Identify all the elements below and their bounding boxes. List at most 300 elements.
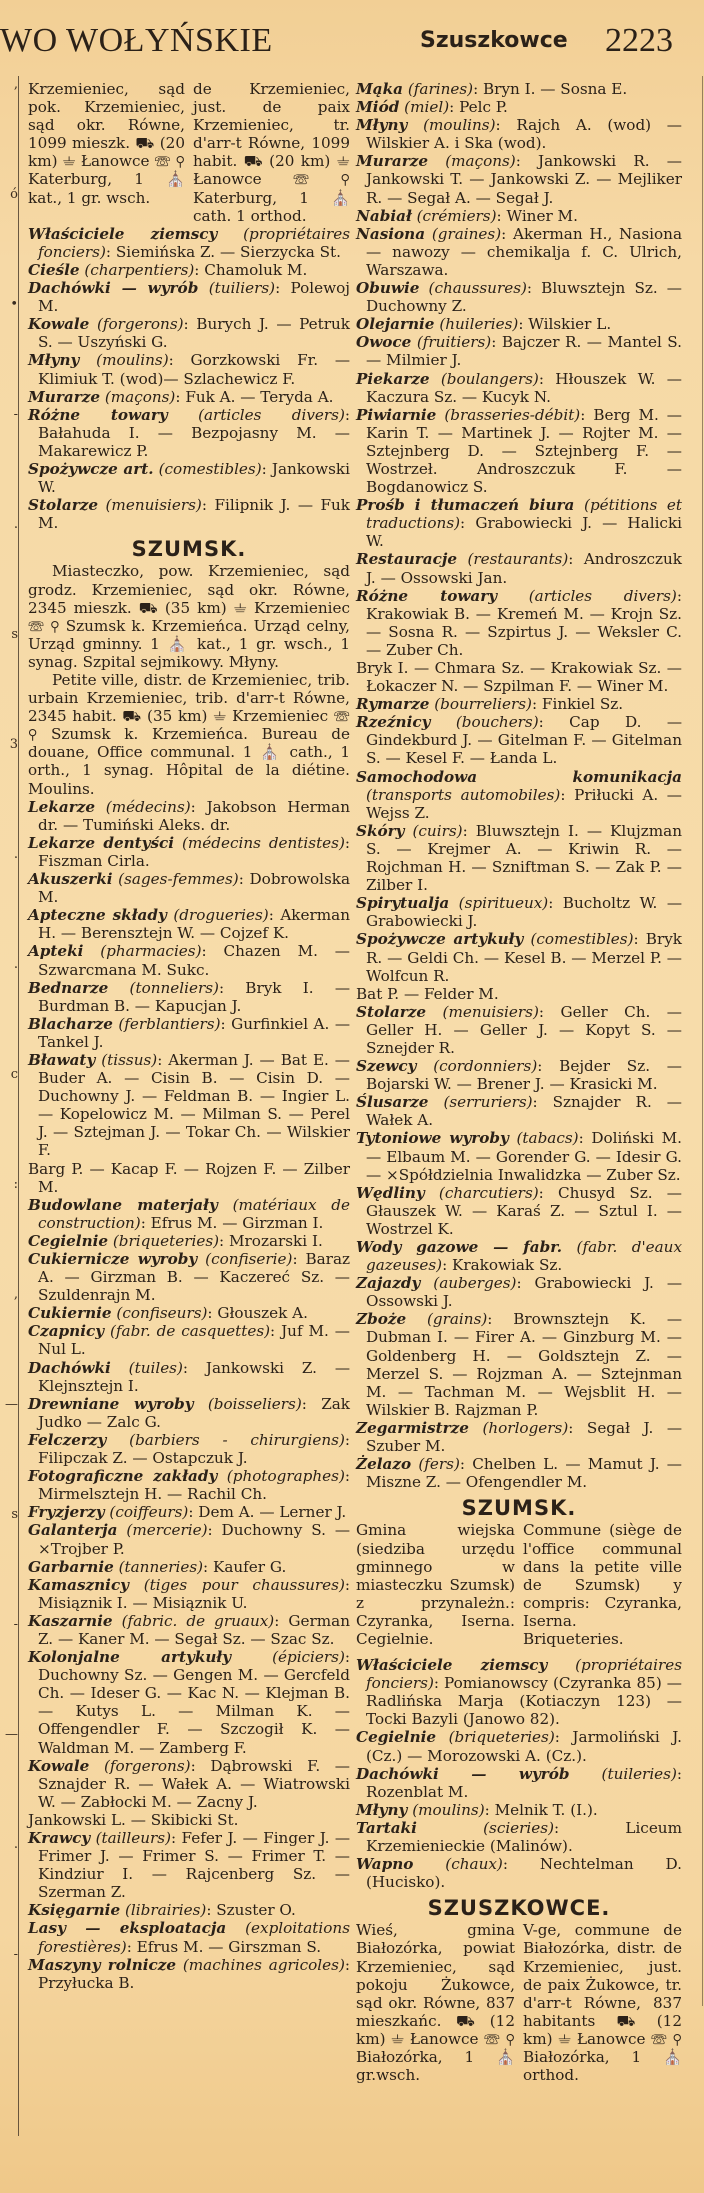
- trade-category-french: (confiseurs): [116, 1304, 208, 1323]
- trade-category: Owoce: [356, 333, 412, 352]
- business-names: : Liceum Krzemienieckie (Malinów).: [366, 1818, 682, 1855]
- business-names: : Bałahuda I. — Bezpojasny M. — Makarewicz P.: [38, 405, 350, 460]
- trade-category-french: (menuisiers): [105, 496, 202, 515]
- trade-category: Apteki: [28, 942, 84, 961]
- directory-entry: [356, 1238, 682, 1274]
- trade-category-french: (graines): [431, 224, 502, 243]
- directory-entry: [356, 985, 682, 1003]
- trade-category-french: (menuisiers): [442, 1002, 539, 1021]
- szumsk-description-french: Petite ville, distr. de Krzemieniec, trib. urbain Krzemieniec, trib. d'arr-t Równe, 2345 habit. ⛟ (35 km) ⏚ Krzemieniec ☏ ⚲ Szumsk k. Krzemieńca. Bureau de douane, Office communal. 1 ⛪ cath., 1 orth., 1 synag. Hôpital de la diétine. Moulins.: [28, 671, 350, 798]
- trade-category: Cukiernie: [28, 1304, 112, 1323]
- business-names: : Krakowiak B. — Kremeń M. — Krojn Sz. — Sosna R. — Szpirtus J. — Weksler C. — Zuber Ch.: [366, 586, 682, 659]
- trade-category: Zegarmistrze: [356, 1418, 469, 1437]
- business-names: : Akerman H. — Berensztejn W. — Cojzef K.: [38, 906, 350, 943]
- business-names: : Priłucki A. — Wejss Z.: [366, 785, 682, 822]
- business-names: : Głouszek A.: [207, 1304, 308, 1323]
- trade-category-french: (médecins): [105, 797, 191, 816]
- directory-entry: [28, 1956, 350, 1992]
- directory-entry: [28, 942, 350, 978]
- trade-category-french: (grains): [426, 1310, 488, 1329]
- directory-entry: [356, 1003, 682, 1057]
- edge-glyph: -: [13, 1947, 18, 1962]
- business-names: : Bryk R. — Geldi Ch. — Kesel B. — Merzel P. — Wolfcun R.: [366, 930, 683, 985]
- directory-entry: [356, 894, 682, 930]
- business-names: : Bluwsztejn I. — Klujzman S. — Krejmer A. — Kriwin R. — Rojchman H. — Szniftman S. — Zak P. — Zilber I.: [366, 821, 682, 895]
- business-names: Jankowski L. — Skibicki St.: [28, 1810, 239, 1829]
- trade-category-french: (fruitiers): [416, 333, 492, 352]
- directory-entry: [28, 460, 350, 496]
- trade-category: Wędliny: [356, 1183, 425, 1202]
- business-names: : Chusyd Sz. — Głauszek W. — Karaś Z. — Sztul I. — Wostrzel K.: [366, 1183, 682, 1238]
- edge-glyph: 3: [9, 737, 18, 752]
- directory-entry: [356, 1057, 682, 1093]
- right-column: [356, 80, 682, 2084]
- trade-category-french: (ferblantiers): [118, 1014, 221, 1033]
- directory-entry: [28, 1829, 350, 1901]
- business-names: : Efrus M. — Girszman S.: [126, 1937, 322, 1956]
- business-names: : Cap D. — Gindekburd J. — Gitelman F. — Gitelman S. — Kesel F. — Łanda L.: [366, 713, 683, 768]
- trade-category: Właściciele ziemscy: [28, 224, 218, 243]
- trade-category-french: (comestibles): [530, 930, 634, 949]
- trade-category-french: (mercerie): [126, 1521, 208, 1540]
- edge-glyph: .: [13, 957, 18, 972]
- trade-category: Fotograficzne zakłady: [28, 1467, 218, 1486]
- edge-glyph: s: [11, 1507, 18, 1522]
- trade-category: Kowale: [28, 1756, 90, 1775]
- trade-category: Rzeźnicy: [356, 713, 431, 732]
- directory-entry: [356, 1455, 682, 1491]
- directory-entry: [28, 261, 350, 279]
- business-names: : Rajch A. (wod) — Wilskier A. i Ska (wod).: [366, 116, 682, 153]
- page-number: 2223: [605, 22, 673, 59]
- trade-category-french: (fers): [418, 1455, 460, 1474]
- business-names: : Fuk A. — Teryda A.: [175, 387, 334, 406]
- business-names: : Winer M.: [496, 206, 578, 225]
- trade-category-french: (propriétaires fonciers): [38, 224, 350, 261]
- directory-entry: [356, 822, 682, 894]
- directory-entry: [356, 1801, 682, 1819]
- business-names: : Gurfinkiel A. — Tankel J.: [38, 1014, 351, 1051]
- trade-category-french: (tuiles): [128, 1358, 183, 1377]
- directory-entry: [28, 798, 350, 834]
- trade-category-french: (pétitions et traductions): [366, 496, 683, 533]
- business-names: : Bejder Sz. — Bojarski W. — Brener J. — Krasicki M.: [366, 1057, 682, 1094]
- trade-category: Piwiarnie: [356, 405, 437, 424]
- business-names: : Pomianowscy (Czyranka 85) — Radlińska Marja (Kotiaczyn 123) — Tocki Bazyli (Janowo 82).: [366, 1674, 682, 1729]
- trade-category-french: (briqueteries): [448, 1728, 555, 1747]
- directory-entry: [356, 80, 682, 98]
- trade-category: Stolarze: [356, 1002, 427, 1021]
- trade-category: Szewcy: [356, 1057, 417, 1076]
- business-names: : Burych J. — Petruk S. — Uszyński G.: [38, 315, 351, 352]
- directory-entry: [356, 1819, 682, 1855]
- trade-category: Tartaki: [356, 1818, 417, 1837]
- directory-entry: [28, 1395, 350, 1431]
- edge-glyph: •: [10, 297, 18, 312]
- town-intro-bilingual: [28, 80, 350, 225]
- trade-category: Garbarnie: [28, 1557, 114, 1576]
- business-names: : Nechtelman D. (Hucisko).: [366, 1855, 682, 1892]
- edge-glyph: —: [5, 1727, 18, 1742]
- trade-category: Wapno: [356, 1855, 414, 1874]
- directory-entry: [28, 1431, 350, 1467]
- trade-category: Lekarze: [28, 797, 95, 816]
- trade-category: Obuwie: [356, 279, 420, 298]
- trade-category-french: (médecins dentistes): [181, 833, 345, 852]
- directory-entry: [28, 1811, 350, 1829]
- business-names: : Sznajder R. — Wałek A.: [366, 1093, 682, 1130]
- directory-entry: [28, 1322, 350, 1358]
- business-names: : Rozenblat M.: [366, 1764, 683, 1801]
- edge-glyph: ,: [13, 78, 18, 92]
- directory-entry: [28, 834, 350, 870]
- trade-category: Dachówki — wyrób: [28, 279, 199, 298]
- trade-category-french: (librairies): [124, 1901, 207, 1920]
- business-names: : Gorzkowski Fr. — Klimiuk T. (wod)— Szlachewicz F.: [38, 351, 351, 388]
- trade-category: Krawcy: [28, 1829, 91, 1847]
- business-names: : Doliński M. — Elbaum M. — Gorender G. — Idesir G. — ×Spółdzielnia Inwalidzka — Zuber Sz.: [366, 1129, 683, 1184]
- directory-entry: [28, 1919, 350, 1955]
- trade-category: Tytoniowe wyroby: [356, 1129, 509, 1148]
- trade-category: Murarze: [356, 152, 428, 171]
- business-names: : Berg M. — Karin T. — Martinek J. — Rojter M. — Sztejnberg D. — Sztejnberg F. — Wostrzeł. Androszczuk F. — Bogdanowicz S.: [366, 405, 682, 497]
- trade-category: Stolarze: [28, 496, 99, 515]
- trade-category: Spożywcze art.: [28, 459, 154, 478]
- directory-entry: [356, 1855, 682, 1891]
- trade-category-french: (fabr. de casquettes): [109, 1322, 271, 1341]
- business-names: : Filipnik J. — Fuk M.: [38, 496, 351, 533]
- business-names: : Bluwsztejn Sz. — Duchowny Z.: [366, 279, 682, 316]
- trade-category-french: (moulins): [423, 116, 496, 135]
- commune-bilingual: [356, 1521, 682, 1648]
- directory-entry: [28, 388, 350, 406]
- business-names: : Bucholtz W. — Grabowiecki J.: [366, 894, 683, 931]
- directory-entry: [356, 315, 682, 333]
- directory-entry: [28, 351, 350, 387]
- trade-category: Drewniane wyroby: [28, 1394, 194, 1413]
- edge-glyph: —: [5, 1397, 18, 1412]
- directory-entry: [356, 1274, 682, 1310]
- trade-category: Różne towary: [356, 586, 498, 605]
- business-names: : Bajczer R. — Mantel S. — Milmier J.: [366, 333, 682, 370]
- trade-category-french: (forgerons): [96, 315, 184, 334]
- trade-category-french: (cuirs): [412, 821, 463, 840]
- directory-entry: [356, 587, 682, 659]
- directory-entry: [28, 1015, 350, 1051]
- trade-category: Zboże: [356, 1310, 407, 1329]
- edge-glyph: .: [13, 847, 18, 862]
- trade-category-french: (tailleurs): [95, 1829, 171, 1847]
- business-names: : Przyłucka B.: [38, 1955, 350, 1992]
- directory-entry: [28, 1648, 350, 1757]
- directory-entry: [356, 279, 682, 315]
- trade-category: Fryzjerzy: [28, 1503, 105, 1522]
- trade-category-french: (confiserie): [205, 1250, 293, 1268]
- trade-category-french: (chaussures): [428, 279, 527, 298]
- directory-entry: [356, 768, 682, 822]
- trade-category-french: (horlogers): [482, 1418, 569, 1437]
- edge-glyph: c: [10, 1067, 18, 1082]
- trade-category: Skóry: [356, 821, 405, 840]
- trade-category: Dachówki: [28, 1358, 111, 1377]
- business-names: : Duchowny Sz. — Gengen M. — Gercfeld Ch. — Ideser G. — Kac N. — Klejman B. — Kutys L. — Milman K. — Offengendler F. — Szczogił K. — Waldman M. — Zamberg F.: [38, 1648, 351, 1757]
- edge-glyph: ,: [13, 1287, 18, 1302]
- directory-entry: [356, 1419, 682, 1455]
- szuszkowce-french: V-ge, commune de Białozórka, distr. de Krzemieniec, just. de paix Żukowce, tr. d'arr-t Równe, 837 habitants ⛟ (12 km) ⏚ Łanowce ☏ ⚲ Białozórka, 1 ⛪ orthod.: [523, 1921, 682, 2085]
- trade-category-french: (tabacs): [516, 1129, 579, 1148]
- directory-entry: [28, 496, 350, 532]
- directory-entry: [28, 979, 350, 1015]
- business-names: : Efrus M. — Girzman I.: [140, 1213, 324, 1232]
- trade-category: Bednarze: [28, 978, 109, 997]
- business-names: : Polewoj M.: [38, 279, 351, 316]
- trade-category: Spożywcze artykuły: [356, 930, 524, 949]
- trade-category-french: (chaux): [445, 1855, 503, 1874]
- trade-category-french: (bourreliers): [434, 695, 532, 714]
- trade-category: Młyny: [28, 351, 80, 370]
- business-names: : Misiąznik I. — Misiąznik U.: [38, 1575, 350, 1612]
- trade-list: [28, 798, 350, 1992]
- trade-category: Różne towary: [28, 405, 168, 424]
- business-names: Bryk I. — Chmara Sz. — Krakowiak Sz. — Łokaczer N. — Szpilman F. — Winer M.: [356, 659, 682, 696]
- directory-entry: [356, 333, 682, 369]
- trade-category-french: (crémiers): [416, 206, 497, 225]
- trade-category: Cegielnie: [28, 1231, 109, 1250]
- business-names: : Jankowski Z. — Klejnsztejn I.: [38, 1358, 351, 1395]
- business-names: : Siemińska Z. — Sierzycka St.: [105, 242, 341, 261]
- business-names: : Bryn I. — Sosna E.: [473, 80, 628, 98]
- trade-category-french: (drogueries): [173, 906, 269, 925]
- trade-category-french: (tonneliers): [129, 978, 219, 997]
- trade-list: [28, 225, 350, 533]
- town-intro-polish: Krzemieniec, sąd pok. Krzemieniec, sąd okr. Równe, 1099 mieszk. ⛟ (20 km) ⏚ Łanowce ☏ ⚲ Katerburg, 1 ⛪ kat., 1 gr. wsch.: [28, 80, 185, 207]
- trade-category: Miód: [356, 98, 400, 117]
- directory-entry: [28, 906, 350, 942]
- trade-category-french: (moulins): [412, 1800, 485, 1819]
- trade-category-french: (articles divers): [528, 586, 677, 605]
- town-intro-french: de Krzemieniec, just. de paix Krzemieniec, tr. d'arr-t Równe, 1099 habit. ⛟ (20 km) ⏚ Łanowce ☏ ⚲ Katerburg, 1 ⛪ cath. 1 orthod.: [193, 80, 350, 225]
- directory-entry: [356, 1093, 682, 1129]
- trade-category-french: (huileries): [439, 315, 519, 334]
- trade-category: Ślusarze: [356, 1093, 429, 1112]
- trade-category-french: (articles divers): [198, 405, 345, 424]
- directory-entry: [28, 1901, 350, 1919]
- trade-category: Nabiał: [356, 206, 412, 225]
- trade-category: Kolonjalne artykuły: [28, 1648, 232, 1667]
- trade-category-french: (pharmacies): [100, 942, 202, 961]
- trade-category: Maszyny rolnicze: [28, 1955, 177, 1974]
- business-names: : Wilskier L.: [518, 315, 612, 334]
- edge-glyph: :: [13, 1177, 18, 1192]
- szuszkowce-bilingual: [356, 1921, 682, 2084]
- szumsk-description-polish: Miasteczko, pow. Krzemieniec, sąd grodz. Krzemieniec, sąd okr. Równe, 2345 mieszk. ⛟ (35 km) ⏚ Krzemieniec ☏ ⚲ Szumsk k. Krzemieńca. Urząd celny, Urząd gminny. 1 ⛪ kat., 1 gr. wsch., 1 synag. Szpital sejmikowy. Młyny.: [28, 562, 350, 671]
- business-names: : Kaufer G.: [203, 1557, 287, 1576]
- trade-category-french: (matériaux de construction): [38, 1195, 351, 1232]
- edge-glyph: -: [13, 1617, 18, 1632]
- trade-category: Murarze: [28, 387, 100, 406]
- business-names: : Hłouszek W. — Kaczura Sz. — Kucyk N.: [366, 369, 682, 406]
- business-names: : Chamoluk M.: [194, 260, 308, 279]
- business-names: : Chelben L. — Mamut J. — Miszne Z. — Ofengendler M.: [366, 1455, 682, 1492]
- trade-category-french: (boisseliers): [207, 1394, 302, 1413]
- edge-glyph: -: [13, 407, 18, 422]
- trade-category-french: (tuileries): [601, 1764, 677, 1783]
- trade-category-french: (maçons): [104, 387, 176, 406]
- trade-category: Właściciele ziemscy: [356, 1656, 548, 1675]
- trade-category: Galanterja: [28, 1521, 118, 1540]
- directory-entry: [356, 116, 682, 152]
- trade-category: Dachówki — wyrób: [356, 1764, 570, 1783]
- directory-entry: [28, 1250, 350, 1304]
- directory-entry: [28, 1521, 350, 1557]
- trade-category: Żelazo: [356, 1455, 412, 1474]
- trade-category: Restauracje: [356, 550, 457, 569]
- trade-category: Wody gazowe — fabr.: [356, 1238, 563, 1256]
- trade-category-french: (machines agricoles): [182, 1955, 345, 1974]
- trade-category-french: (barbiers - chirurgiens): [129, 1430, 345, 1449]
- trade-category: Cegielnie: [356, 1728, 437, 1747]
- business-names: : Melnik T. (I.).: [484, 1800, 598, 1819]
- trade-category-french: (tanneries): [118, 1557, 204, 1576]
- directory-entry: [28, 1503, 350, 1521]
- trade-category: Młyny: [356, 1800, 408, 1819]
- business-names: : Jankowski R. — Jankowski T. — Jankowski Z. — Mejliker R. — Segał A. — Segał J.: [366, 152, 682, 207]
- szuszkowce-polish: Wieś, gmina Białozórka, powiat Krzemieniec, sąd pokoju Żukowce, sąd okr. Równe, 837 mieszkańc. ⛟ (12 km) ⏚ Łanowce ☏ ⚲ Białozórka, 1 ⛪ gr.wsch.: [356, 1921, 515, 2085]
- trade-category: Spirytualja: [356, 894, 450, 913]
- business-names: : Dąbrowski F. — Sznajder R. — Wałek A. — Wiatrowski W. — Zabłocki M. — Zacny J.: [38, 1756, 350, 1811]
- trade-category: Kaszarnie: [28, 1611, 113, 1630]
- page-edge-rule: [702, 76, 703, 2006]
- trade-category-french: (photographes): [226, 1467, 345, 1486]
- business-names: : Androszczuk J. — Ossowski Jan.: [366, 550, 682, 587]
- business-names: : Zak Judko — Zalc G.: [38, 1394, 351, 1431]
- business-names: : Filipczak Z. — Ostapczuk J.: [38, 1430, 351, 1468]
- trade-category-french: (épiciers): [272, 1648, 345, 1667]
- trade-category-french: (sages-femmes): [118, 870, 239, 889]
- trade-category-french: (exploitations forestières): [38, 1919, 350, 1956]
- business-names: : German Z. — Kaner M. — Segał Sz. — Szac Sz.: [38, 1611, 351, 1648]
- trade-category: Samochodowa komunikacja: [356, 767, 682, 786]
- business-names: : Duchowny S. — ×Trojber P.: [38, 1521, 351, 1558]
- trade-category: Blacharze: [28, 1014, 113, 1033]
- directory-entry: [28, 1612, 350, 1648]
- directory-entry: [356, 225, 682, 279]
- previous-column-fragment: [0, 78, 18, 2128]
- trade-category: Mąka: [356, 80, 404, 98]
- directory-entry: [356, 98, 682, 116]
- column-divider: [18, 76, 19, 2136]
- directory-entry: [356, 1765, 682, 1801]
- directory-entry: [28, 225, 350, 261]
- trade-category-french: (boulangers): [440, 369, 539, 388]
- directory-entry: [356, 152, 682, 206]
- section-title-szuszkowce: SZUSZKOWCE.: [427, 1896, 611, 1921]
- trade-category: Cukiernicze wyroby: [28, 1250, 198, 1268]
- trade-category: Apteczne składy: [28, 906, 167, 925]
- business-names: : Dobrowolska M.: [38, 870, 350, 907]
- trade-category: Nasiona: [356, 224, 426, 243]
- business-names: : Mrozarski I.: [219, 1231, 323, 1250]
- business-names: : Bryk I. — Burdman B. — Kapucjan J.: [38, 978, 351, 1015]
- trade-category-french: (moulins): [96, 351, 169, 370]
- directory-entry: [356, 713, 682, 767]
- directory-entry: [356, 695, 682, 713]
- business-names: Barg P. — Kacap F. — Rojzen F. — Zilber M.: [28, 1159, 350, 1196]
- header-running-head: Szuszkowce: [420, 28, 568, 53]
- directory-entry: [28, 1051, 350, 1160]
- business-names: : Mirmelsztejn H. — Rachil Ch.: [38, 1467, 350, 1504]
- business-names: : Baraz A. — Girzman B. — Kaczereć Sz. — Szuldenrajn M.: [38, 1250, 351, 1305]
- directory-entry: [356, 406, 682, 496]
- trade-category-french: (tiges pour chaussures): [143, 1575, 345, 1594]
- trade-category-french: (scieries): [483, 1818, 554, 1837]
- trade-list: [356, 80, 682, 1491]
- business-names: : Krakowiak Sz.: [442, 1256, 563, 1275]
- directory-entry: [28, 406, 350, 460]
- directory-entry: [28, 1232, 350, 1250]
- directory-entry: [356, 930, 682, 984]
- business-names: : Fiszman Cirla.: [38, 833, 350, 870]
- trade-category: Lasy — eksploatacja: [28, 1919, 227, 1938]
- trade-category-french: (charcutiers): [438, 1183, 539, 1202]
- directory-entry: [356, 207, 682, 225]
- business-names: : Jankowski W.: [38, 459, 350, 497]
- trade-category: Cieśle: [28, 260, 80, 279]
- directory-entry: [356, 1656, 682, 1728]
- directory-entry: [356, 1129, 682, 1183]
- business-names: : Grabowiecki J. — Halicki W.: [366, 514, 682, 551]
- business-names: : Finkiel Sz.: [531, 695, 624, 714]
- trade-category: Olejarnie: [356, 315, 435, 334]
- trade-category: Piekarze: [356, 369, 430, 388]
- trade-category: Lekarze dentyści: [28, 833, 175, 852]
- trade-category-french: (auberges): [433, 1274, 517, 1293]
- trade-category: Księgarnie: [28, 1901, 121, 1920]
- directory-entry: [356, 496, 682, 550]
- trade-category: Kamasznicy: [28, 1575, 130, 1594]
- business-names: : Akerman H., Nasiona — nawozy — chemikalja f. C. Ulrich, Warszawa.: [366, 224, 682, 279]
- trade-category: Młyny: [356, 116, 408, 135]
- business-names: Bat P. — Felder M.: [356, 984, 499, 1003]
- business-names: : Pelc P.: [449, 98, 508, 117]
- directory-entry: [28, 1196, 350, 1232]
- trade-category: Bławaty: [28, 1050, 96, 1069]
- directory-entry: [356, 1728, 682, 1764]
- trade-category-french: (restaurants): [467, 550, 569, 569]
- trade-category-french: (bouchers): [455, 713, 539, 732]
- directory-entry: [356, 550, 682, 586]
- trade-category-french: (tuiliers): [208, 279, 276, 298]
- trade-category-french: (miel): [404, 98, 450, 117]
- trade-category-french: (transports automobiles): [366, 785, 561, 804]
- trade-category-french: (briqueteries): [112, 1231, 220, 1250]
- trade-category: Prośb i tłumaczeń biura: [356, 496, 575, 515]
- business-names: : Jakobson Herman dr. — Tumiński Aleks. dr.: [38, 797, 351, 834]
- business-names: : Geller Ch. — Geller H. — Geller J. — Kopyt S. — Sznejder R.: [366, 1002, 682, 1057]
- trade-category: Akuszerki: [28, 870, 113, 889]
- trade-category-french: (tissus): [101, 1050, 158, 1069]
- trade-category-french: (propriétaires fonciers): [366, 1656, 682, 1693]
- trade-category: Felczerzy: [28, 1430, 107, 1449]
- directory-entry: [28, 1576, 350, 1612]
- directory-entry: [356, 659, 682, 695]
- directory-entry: [28, 1359, 350, 1395]
- edge-glyph: .: [13, 1837, 18, 1852]
- directory-entry: [28, 1160, 350, 1196]
- business-names: : Szuster O.: [206, 1901, 296, 1920]
- trade-category: Czapnicy: [28, 1322, 105, 1341]
- trade-category-french: (fabric. de gruaux): [121, 1611, 275, 1630]
